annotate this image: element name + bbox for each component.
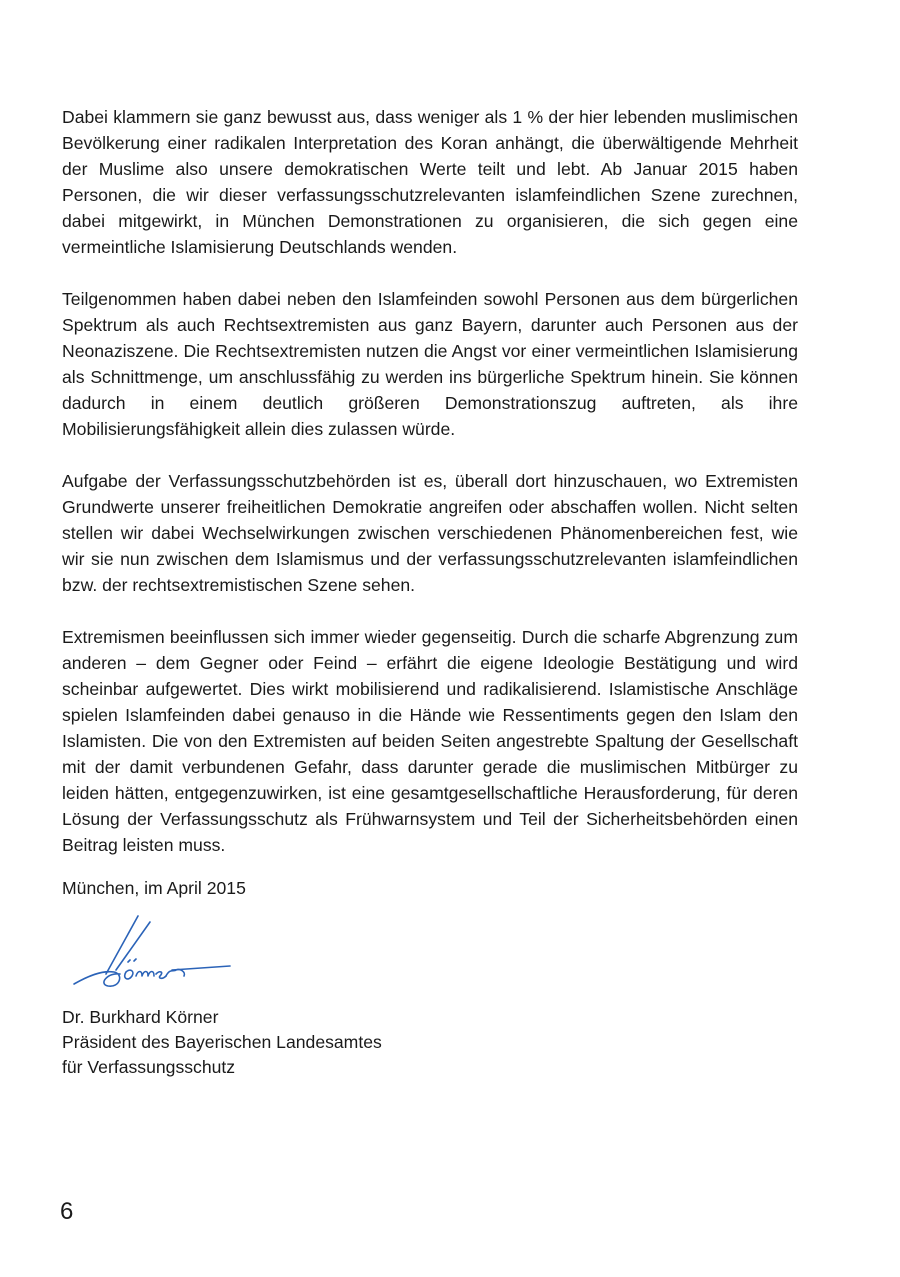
paragraph-3: Aufgabe der Verfassungsschutzbehörden ist es, überall dort hinzuschauen, wo Extremisten Grundwerte unserer freiheitlichen Demokratie angreifen oder abschaffen wollen. Nicht selten stellen wir dabei Wechselwirkungen zwischen verschiedenen Phänomenbereichen fest, wie wir sie nun zwischen dem Islamismus und der verfassungsschutzrelevanten islamfeindlichen bzw. der rechtsextremistischen Szene sehen. (62, 471, 798, 595)
closing-place-date: München, im April 2015 (62, 878, 246, 898)
signer-title-line-2: für Verfassungsschutz (62, 1057, 236, 1077)
body-text (62, 104, 798, 884)
page-number: 6 (60, 1198, 74, 1225)
paragraph-4: Extremismen beeinflussen sich immer wieder gegenseitig. Durch die scharfe Abgrenzung zum anderen – dem Gegner oder Feind – erfährt die eigene Ideologie Bestätigung und wird scheinbar aufgewertet. Dies wirkt mobilisierend und radikalisierend. Islamistische Anschläge spielen Islamfeinden dabei genauso in die Hände wie Ressentiments gegen den Islam den Islamisten. Die von den Extremisten auf beiden Seiten angestrebte Spaltung der Gesellschaft mit der damit verbundenen Gefahr, dass darunter gerade die muslimischen Mitbürger zu leiden hätten, entgegenzuwirken, ist eine gesamtgesellschaftliche Herausforderung, für deren Lösung der Verfassungsschutz als Frühwarnsystem und Teil der Sicherheitsbehörden einen Beitrag leisten muss. (62, 627, 798, 855)
signer-block (62, 1005, 382, 1080)
paragraph-1: Dabei klammern sie ganz bewusst aus, dass weniger als 1 % der hier lebenden muslimischen Bevölkerung einer radikalen Interpretation des Koran anhängt, die überwältigende Mehrheit der Muslime also unsere demokratischen Werte teilt und lebt. Ab Januar 2015 haben Personen, die wir dieser verfassungsschutzrelevanten islamfeindlichen Szene zurechnen, dabei mitgewirkt, in München Demonstrationen zu organisieren, die sich gegen eine vermeintliche Islamisierung Deutschlands wenden. (62, 107, 798, 257)
signer-title-line-1: Präsident des Bayerischen Landesamtes (62, 1032, 382, 1052)
paragraph-2: Teilgenommen haben dabei neben den Islamfeinden sowohl Personen aus dem bürgerlichen Spektrum als auch Rechtsextremisten aus ganz Bayern, darunter auch Personen aus der Neonaziszene. Die Rechtsextremisten nutzen die Angst vor einer vermeintlichen Islamisierung als Schnittmenge, um anschlussfähig zu werden ins bürgerliche Spektrum hinein. Sie können dadurch in einem deutlich größeren Demonstrationszug auftreten, als ihre Mobilisierungsfähigkeit allein dies zulassen würde. (62, 289, 798, 439)
signature-image (68, 912, 238, 996)
signer-name: Dr. Burkhard Körner (62, 1007, 219, 1027)
